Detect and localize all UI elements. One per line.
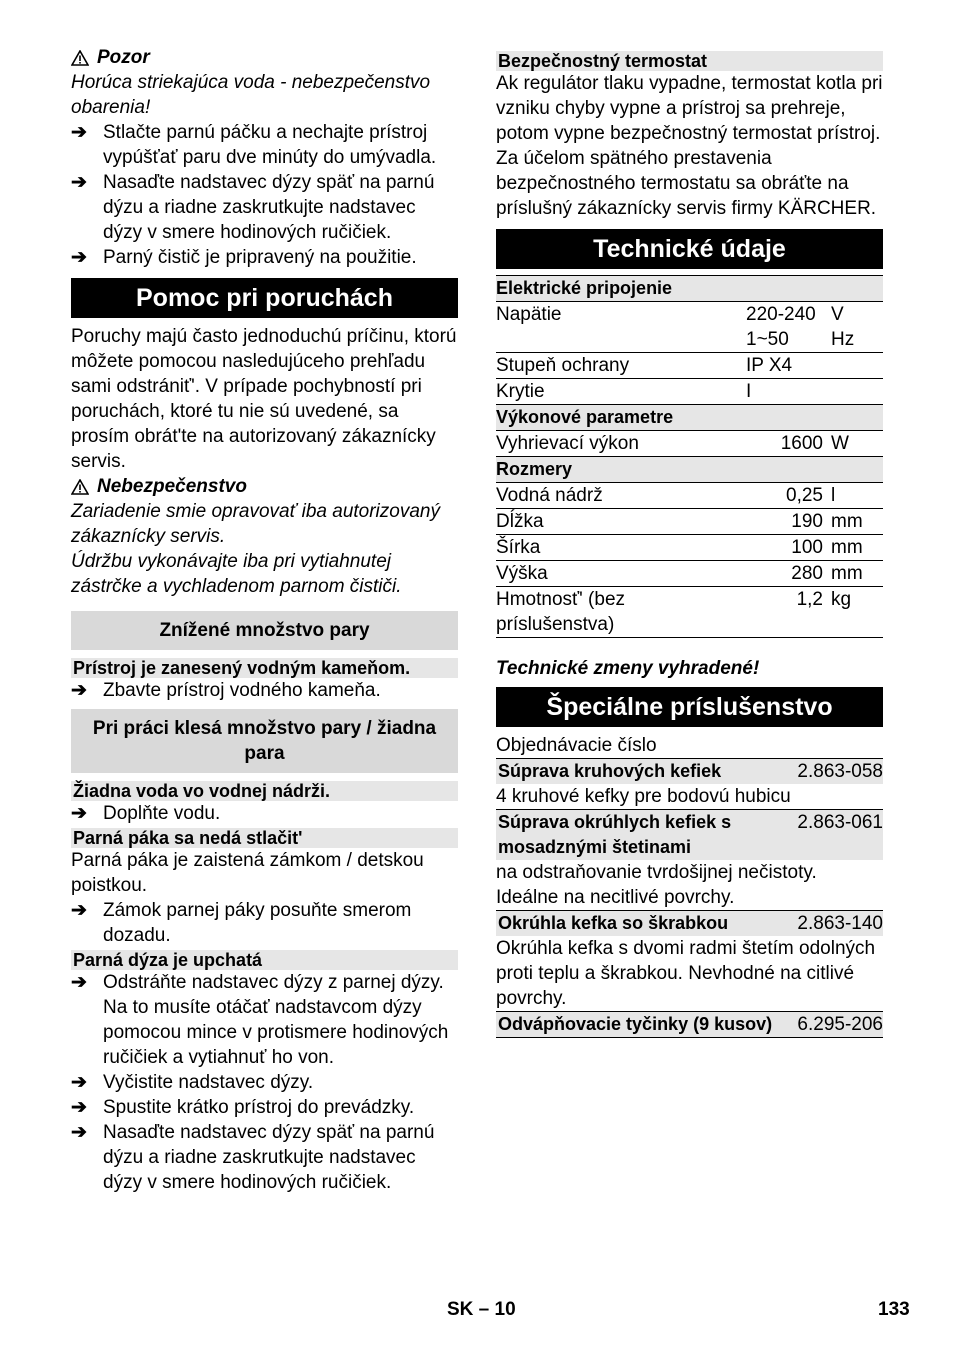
subsection-thermostat: Bezpečnostný termostat <box>496 51 883 71</box>
subsection-lever-stuck: Parná páka sa nedá stlačit' <box>71 828 458 848</box>
footer-section: SK – 10 <box>447 1299 516 1320</box>
warning-caution-title: Pozor <box>97 47 150 68</box>
arrow-icon: ➔ <box>71 172 87 193</box>
spec-section: Elektrické pripojenie <box>496 276 883 302</box>
spec-row: Dĺžka 190 mm <box>496 509 883 535</box>
warning-danger <box>71 474 458 499</box>
accessory-item: Súprava kruhových kefiek 2.863-058 <box>496 758 883 784</box>
accessory-desc: Okrúhla kefka s dvomi radmi štetím odolných proti teplu a škrabkou. Nevhodné na citlivé povrchy. <box>496 938 876 1009</box>
step-item: ➔ Zbavte prístroj vodného kameňa. <box>71 680 381 701</box>
lever-stuck-text: Parná páka je zaistená zámkom / detskou poistkou. <box>71 850 424 896</box>
order-number-label: Objednávacie číslo <box>496 735 657 756</box>
spec-table <box>496 275 883 638</box>
spec-row: Vyhrievací výkon 1600 W <box>496 431 883 457</box>
thermostat-text: Ak regulátor tlaku vypadne, termostat kotla pri vzniku chyby vypne a prístroj sa prehreje, potom vypne bezpečnostný termostat prístroj. Za účelom spätného prestavenia bezpečnostného termostatu sa obráťte na príslušný zákaznícky servis firmy KÄRCHER. <box>496 73 883 219</box>
arrow-icon: ➔ <box>71 680 87 701</box>
spec-row: Šírka 100 mm <box>496 535 883 561</box>
heading-accessories: Špeciálne príslušenstvo <box>496 687 883 727</box>
step-item: ➔ Zámok parnej páky posuňte smerom dozadu. <box>71 900 412 946</box>
accessory-item: Súprava okrúhlych kefiek s mosadznými štetinami 2.863-061 <box>496 809 883 860</box>
warning-danger-text-2: Údržbu vykonávajte iba pri vytiahnutej zástrčke a vychladenom parnom čističi. <box>71 551 402 597</box>
left-column <box>71 45 458 1195</box>
warning-danger-text-1: Zariadenie smie opravovať iba autorizovaný zákaznícky servis. <box>71 501 440 547</box>
spec-row: Napätie 220-240 1~50 V Hz <box>496 302 883 353</box>
warning-danger-title: Nebezpečenstvo <box>97 476 247 497</box>
arrow-icon: ➔ <box>71 900 87 921</box>
spec-row: Výška 280 mm <box>496 561 883 587</box>
warning-caution <box>71 45 458 70</box>
step-item: ➔ Odstráňte nadstavec dýzy z parnej dýzy. Na to musíte otáčať nadstavcom dýzy pomocou mince v protismere hodinových ručičiek a vytiahnuť ho von. <box>71 972 449 1068</box>
right-column <box>496 45 883 1038</box>
section-reduced-steam: Znížené množstvo pary <box>71 611 458 650</box>
arrow-icon: ➔ <box>71 122 87 143</box>
step-item: ➔ Nasaďte nadstavec dýzy späť na parnú dýzu a riadne zaskrutkujte nadstavec dýzy v smere hodinových ručičiek. <box>71 1122 435 1193</box>
subsection-limescale: Prístroj je zanesený vodným kameňom. <box>71 658 458 678</box>
step-item: ➔ Nasaďte nadstavec dýzy späť na parnú dýzu a riadne zaskrutkujte nadstavec dýzy v smere hodinových ručičiek. <box>71 172 435 243</box>
step-item: ➔ Spustite krátko prístroj do prevádzky. <box>71 1097 415 1118</box>
section-steam-drops: Pri práci klesá množstvo pary / žiadna para <box>71 709 458 773</box>
arrow-icon: ➔ <box>71 1097 87 1118</box>
step-item: ➔ Parný čistič je pripravený na použitie. <box>71 247 417 268</box>
tech-note: Technické zmeny vyhradené! <box>496 658 760 679</box>
accessory-desc: 4 kruhové kefky pre bodovú hubicu <box>496 786 791 807</box>
warning-triangle-icon <box>71 479 89 495</box>
arrow-icon: ➔ <box>71 1072 87 1093</box>
subsection-nozzle-clogged: Parná dýza je upchatá <box>71 950 458 970</box>
spec-row: Stupeň ochrany IP X4 <box>496 353 883 379</box>
arrow-icon: ➔ <box>71 972 87 993</box>
warning-triangle-icon <box>71 50 89 66</box>
heading-troubleshooting: Pomoc pri poruchách <box>71 278 458 318</box>
heading-technical-data: Technické údaje <box>496 229 883 269</box>
warning-caution-text: Horúca striekajúca voda - nebezpečenstvo obarenia! <box>71 72 431 118</box>
subsection-no-water: Žiadna voda vo vodnej nádrži. <box>71 781 458 801</box>
accessory-item: Odvápňovacie tyčinky (9 kusov) 6.295-206 <box>496 1011 883 1038</box>
step-item: ➔ Doplňte vodu. <box>71 803 221 824</box>
spec-row: Vodná nádrž 0,25 l <box>496 483 883 509</box>
troubleshooting-intro: Poruchy majú často jednoduchú príčinu, ktorú môžete pomocou nasledujúceho prehľadu sami odstrániť'. V prípade pochybností pri poruchách, ktoré tu nie sú uvedené, sa prosím obrát'te na autorizovaný zákaznícky servis. <box>71 326 457 472</box>
arrow-icon: ➔ <box>71 247 87 268</box>
spec-section: Výkonové parametre <box>496 405 883 431</box>
spec-section: Rozmery <box>496 457 883 483</box>
arrow-icon: ➔ <box>71 803 87 824</box>
spec-row: Krytie I <box>496 379 883 405</box>
step-item: ➔ Vyčistite nadstavec dýzy. <box>71 1072 314 1093</box>
accessory-desc: na odstraňovanie tvrdošijnej nečistoty. Ideálne na necitlivé povrchy. <box>496 862 817 908</box>
page-number: 133 <box>878 1299 910 1320</box>
accessory-item: Okrúhla kefka so škrabkou 2.863-140 <box>496 910 883 936</box>
arrow-icon: ➔ <box>71 1122 87 1143</box>
spec-row: Hmotnosť' (bez príslušenstva) 1,2 kg <box>496 587 883 638</box>
step-item: ➔ Stlačte parnú páčku a nechajte prístroj vypúšťať paru dve minúty do umývadla. <box>71 122 437 168</box>
